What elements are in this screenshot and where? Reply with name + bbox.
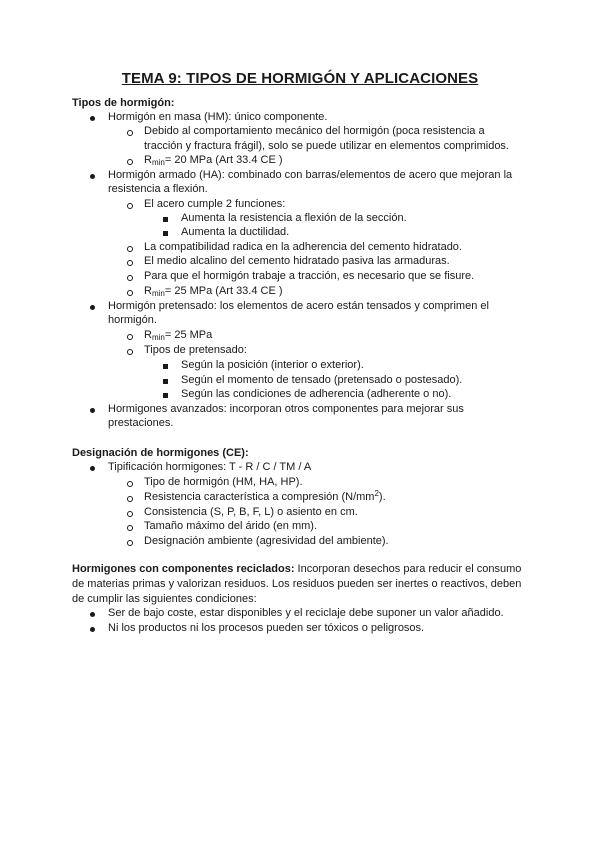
square-bullet-icon xyxy=(163,379,168,384)
circle-bullet-icon xyxy=(127,203,133,209)
circle-bullet-icon xyxy=(127,334,133,340)
list-item: Resistencia característica a compresión $(N/mm^2)$. xyxy=(144,489,386,503)
list-item: Según el momento de tensado (pretensado o postesado). xyxy=(181,374,463,386)
section-heading-designacion: Designación de hormigones (CE): xyxy=(72,447,249,459)
square-bullet-icon xyxy=(163,364,168,369)
circle-bullet-icon xyxy=(127,246,133,252)
list-item-continuation: resistencia a flexión. xyxy=(108,183,208,195)
list-item: El acero cumple 2 funciones: xyxy=(144,198,286,210)
list-item: Tipo de hormigón (HM, HA, HP). xyxy=(144,476,303,488)
list-item: Para que el hormigón trabaje a tracción, es necesario que se fisure. xyxy=(144,270,475,282)
bullet-icon xyxy=(90,174,95,179)
bullet-icon xyxy=(90,466,95,471)
list-item: Aumenta la resistencia a flexión de la sección. xyxy=(181,212,407,224)
circle-bullet-icon xyxy=(127,260,133,266)
paragraph-line: de cumplir las siguientes condiciones: xyxy=(72,593,257,605)
square-bullet-icon xyxy=(163,393,168,398)
list-item-continuation: prestaciones. xyxy=(108,417,174,429)
circle-bullet-icon xyxy=(127,290,133,296)
list-item: Tamaño máximo del árido (en mm). xyxy=(144,520,318,532)
bullet-icon xyxy=(90,116,95,121)
list-item: Designación ambiente (agresividad del ambiente). xyxy=(144,535,389,547)
paragraph-line: de materias primas y valorizan residuos. Los residuos pueden ser inertes o reactivos, deben xyxy=(72,578,522,590)
paragraph-reciclados: Hormigones con componentes reciclados: Incorporan desechos para reducir el consumo xyxy=(72,563,522,575)
section-heading-reciclados: Hormigones con componentes reciclados: xyxy=(72,563,295,575)
circle-bullet-icon xyxy=(127,130,133,136)
rmin-value: $R_{min}= 25$ MPa (Art 33.4 CE ) xyxy=(144,285,283,298)
circle-bullet-icon xyxy=(127,481,133,487)
page-title: TEMA 9: TIPOS DE HORMIGÓN Y APLICACIONES xyxy=(121,70,479,87)
list-item: Consistencia (S, P, B, F, L) o asiento en cm. xyxy=(144,506,358,518)
list-item: Según la posición (interior o exterior). xyxy=(181,359,364,371)
list-item: La compatibilidad radica en la adherencia del cemento hidratado. xyxy=(144,241,462,253)
circle-bullet-icon xyxy=(127,275,133,281)
rmin-value: $R_{min}= 25$ MPa xyxy=(144,329,213,342)
rmin-value: $R_{min}= 20$ MPa (Art 33.4 CE ) xyxy=(144,154,283,167)
bullet-icon xyxy=(90,305,95,310)
list-item: El medio alcalino del cemento hidratado pasiva las armaduras. xyxy=(144,255,450,267)
list-item: Hormigón armado (HA): combinado con barras/elementos de acero que mejoran la xyxy=(108,169,513,181)
list-item: Hormigón pretensado: los elementos de acero están tensados y comprimen el xyxy=(108,300,489,312)
circle-bullet-icon xyxy=(127,159,133,165)
list-item: Hormigones avanzados: incorporan otros componentes para mejorar sus xyxy=(108,403,464,415)
circle-bullet-icon xyxy=(127,349,133,355)
list-item: Según las condiciones de adherencia (adherente o no). xyxy=(181,388,452,400)
bullet-icon xyxy=(90,627,95,632)
list-item: Tipos de pretensado: xyxy=(144,344,247,356)
section-heading-tipos: Tipos de hormigón: xyxy=(72,97,175,109)
list-item-continuation: hormigón. xyxy=(108,314,157,326)
list-item: Tipificación hormigones: T - R / C / TM / A xyxy=(108,461,312,473)
bullet-icon xyxy=(90,612,95,617)
circle-bullet-icon xyxy=(127,540,133,546)
list-item: Debido al comportamiento mecánico del hormigón (poca resistencia a xyxy=(144,125,485,137)
bullet-icon xyxy=(90,408,95,413)
list-item-continuation: tracción y fractura frágil), solo se puede utilizar en elementos comprimidos. xyxy=(144,140,509,152)
list-item: Aumenta la ductilidad. xyxy=(181,226,290,238)
list-item: Ser de bajo coste, estar disponibles y el reciclaje debe suponer un valor añadido. xyxy=(108,607,504,619)
list-item: Hormigón en masa (HM): único componente. xyxy=(108,111,328,123)
list-item: Ni los productos ni los procesos pueden ser tóxicos o peligrosos. xyxy=(108,622,425,634)
square-bullet-icon xyxy=(163,217,168,222)
circle-bullet-icon xyxy=(127,511,133,517)
circle-bullet-icon xyxy=(127,496,133,502)
square-bullet-icon xyxy=(163,231,168,236)
circle-bullet-icon xyxy=(127,525,133,531)
